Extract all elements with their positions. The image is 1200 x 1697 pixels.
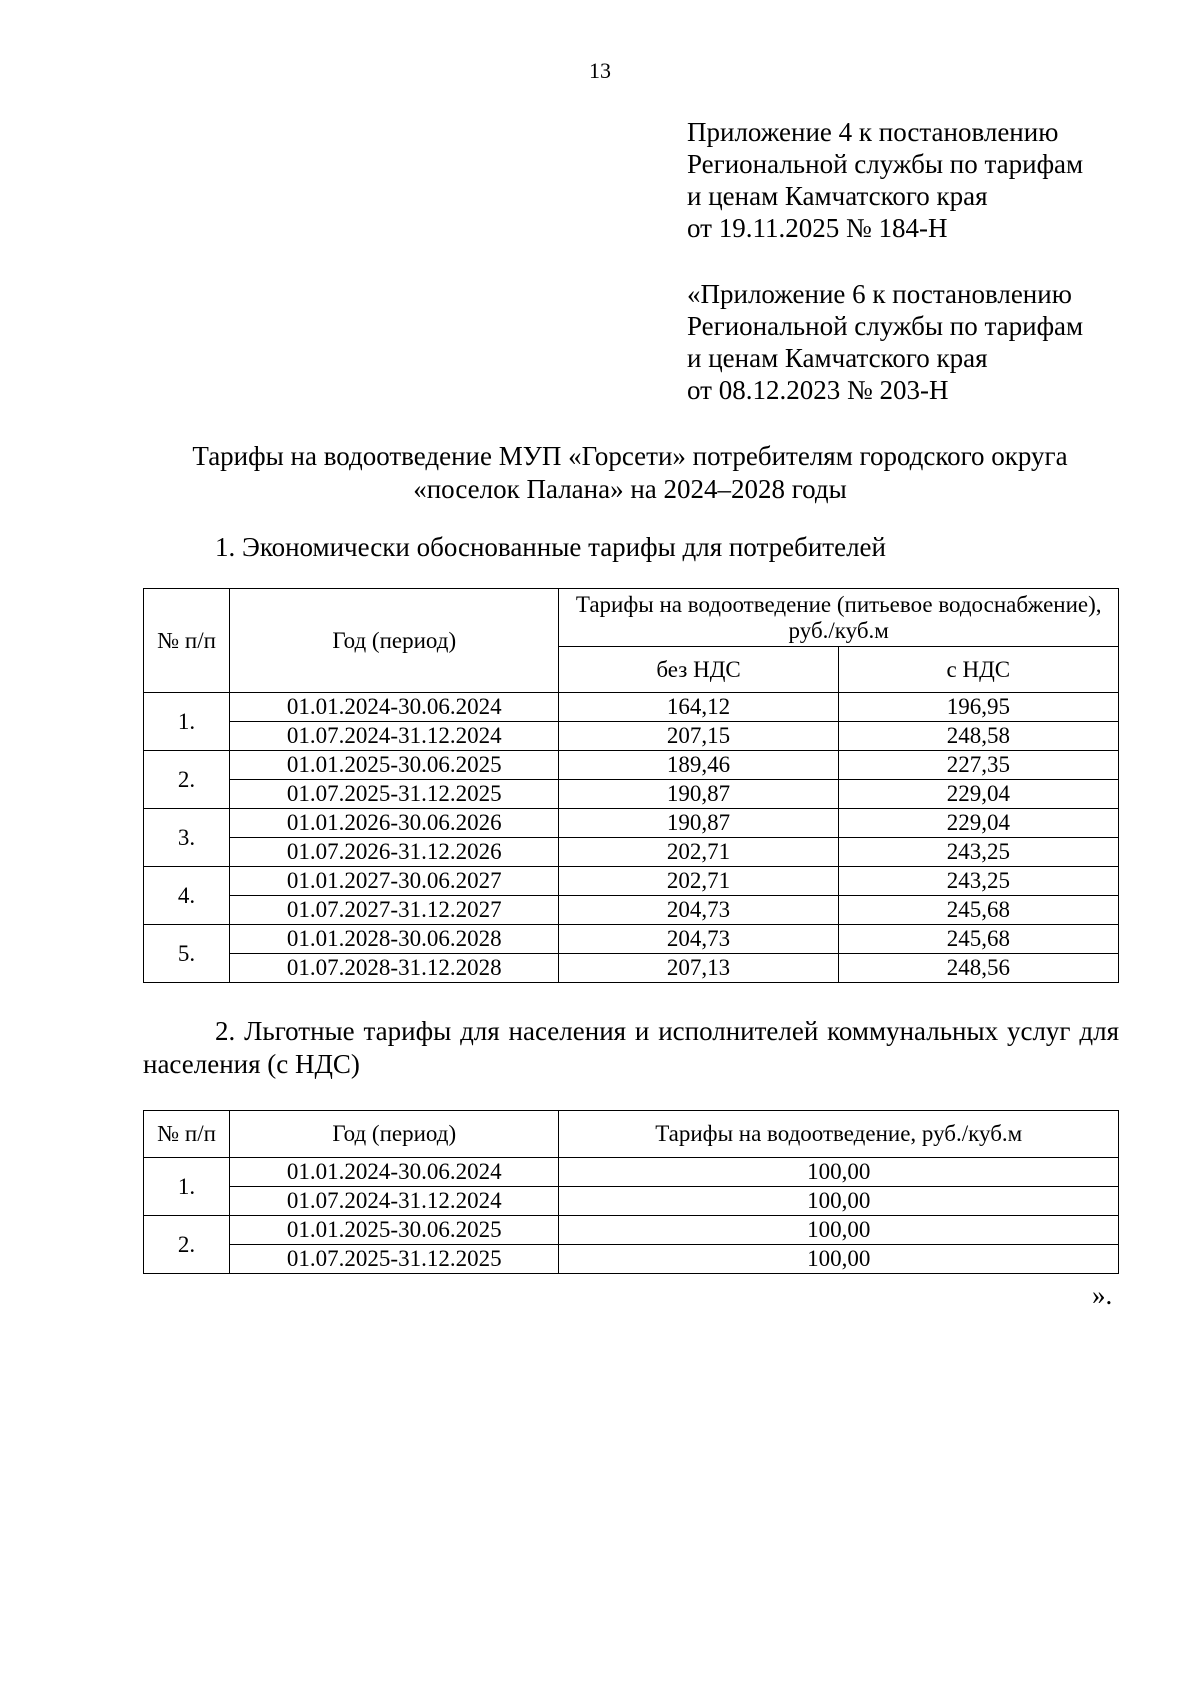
header-number: № п/п <box>144 589 230 693</box>
appendix-line: Региональной службы по тарифам <box>687 149 1084 179</box>
tariff-with-vat: 229,04 <box>838 780 1118 809</box>
table-row <box>144 925 1119 954</box>
appendix-line: и ценам Камчатского края <box>687 181 988 211</box>
appendix-reference-current <box>687 116 1083 244</box>
preferential-tariffs-table <box>143 1110 1119 1274</box>
tariff-with-vat: 196,95 <box>838 693 1118 722</box>
tariff-with-vat: 245,68 <box>838 896 1118 925</box>
row-number: 2. <box>144 1216 230 1274</box>
row-number: 3. <box>144 809 230 867</box>
period-cell: 01.01.2024-30.06.2024 <box>230 1158 559 1187</box>
appendix-line: Приложение 4 к постановлению <box>687 117 1059 147</box>
period-cell: 01.01.2024-30.06.2024 <box>230 693 559 722</box>
table-row <box>144 838 1119 867</box>
row-number: 5. <box>144 925 230 983</box>
period-cell: 01.07.2027-31.12.2027 <box>230 896 559 925</box>
document-title-line: «поселок Палана» на 2024–2028 годы <box>413 474 847 504</box>
tariff-without-vat: 204,73 <box>559 896 838 925</box>
period-cell: 01.01.2025-30.06.2025 <box>230 751 559 780</box>
tariff-with-vat: 248,58 <box>838 722 1118 751</box>
tariff-without-vat: 204,73 <box>559 925 838 954</box>
appendix-line: от 19.11.2025 № 184-Н <box>687 213 948 243</box>
appendix-line: Региональной службы по тарифам <box>687 311 1084 341</box>
table-row <box>144 751 1119 780</box>
page-number: 13 <box>589 58 611 83</box>
row-number: 1. <box>144 1158 230 1216</box>
header-number: № п/п <box>144 1111 230 1158</box>
tariff-cell: 100,00 <box>559 1216 1119 1245</box>
table-row <box>144 1158 1119 1187</box>
tariff-with-vat: 243,25 <box>838 867 1118 896</box>
economic-tariffs-table <box>143 588 1119 983</box>
tariff-cell: 100,00 <box>559 1158 1119 1187</box>
tariff-with-vat: 243,25 <box>838 838 1118 867</box>
table-row <box>144 954 1119 983</box>
table-row <box>144 1187 1119 1216</box>
table-row <box>144 1245 1119 1274</box>
period-cell: 01.07.2026-31.12.2026 <box>230 838 559 867</box>
header-period: Год (период) <box>230 589 559 693</box>
tariff-without-vat: 202,71 <box>559 867 838 896</box>
tariff-with-vat: 248,56 <box>838 954 1118 983</box>
tariff-without-vat: 190,87 <box>559 780 838 809</box>
tariff-cell: 100,00 <box>559 1187 1119 1216</box>
period-cell: 01.07.2028-31.12.2028 <box>230 954 559 983</box>
table-row <box>144 896 1119 925</box>
period-cell: 01.07.2024-31.12.2024 <box>230 722 559 751</box>
appendix-reference-amended <box>687 278 1083 406</box>
period-cell: 01.01.2027-30.06.2027 <box>230 867 559 896</box>
table-row <box>144 867 1119 896</box>
period-cell: 01.01.2028-30.06.2028 <box>230 925 559 954</box>
appendix-line: «Приложение 6 к постановлению <box>687 279 1072 309</box>
header-with-vat: с НДС <box>838 647 1118 693</box>
tariff-without-vat: 207,15 <box>559 722 838 751</box>
section-1-heading: 1. Экономически обоснованные тарифы для потребителей <box>215 532 886 562</box>
appendix-line: от 08.12.2023 № 203-Н <box>687 375 949 405</box>
tariff-with-vat: 227,35 <box>838 751 1118 780</box>
tariff-with-vat: 229,04 <box>838 809 1118 838</box>
table-row <box>144 693 1119 722</box>
tariff-without-vat: 164,12 <box>559 693 838 722</box>
section-2-heading: 2. Льготные тарифы для населения и исполнителей коммунальных услуг для населения (с НДС) <box>143 1016 1119 1079</box>
header-period: Год (период) <box>230 1111 559 1158</box>
period-cell: 01.07.2025-31.12.2025 <box>230 780 559 809</box>
period-cell: 01.01.2026-30.06.2026 <box>230 809 559 838</box>
row-number: 4. <box>144 867 230 925</box>
header-tariff: Тарифы на водоотведение, руб./куб.м <box>559 1111 1119 1158</box>
row-number: 1. <box>144 693 230 751</box>
period-cell: 01.07.2024-31.12.2024 <box>230 1187 559 1216</box>
period-cell: 01.01.2025-30.06.2025 <box>230 1216 559 1245</box>
row-number: 2. <box>144 751 230 809</box>
document-title-line: Тарифы на водоотведение МУП «Горсети» потребителям городского округа <box>192 441 1068 471</box>
table-row <box>144 722 1119 751</box>
table-row <box>144 809 1119 838</box>
table-row <box>144 1216 1119 1245</box>
header-tariff-group: Тарифы на водоотведение (питьевое водоснабжение), руб./куб.м <box>559 589 1119 647</box>
tariff-cell: 100,00 <box>559 1245 1119 1274</box>
tariff-with-vat: 245,68 <box>838 925 1118 954</box>
table-row <box>144 780 1119 809</box>
header-without-vat: без НДС <box>559 647 838 693</box>
document-title <box>140 440 1120 506</box>
closing-quote-mark: ». <box>1092 1280 1113 1310</box>
period-cell: 01.07.2025-31.12.2025 <box>230 1245 559 1274</box>
tariff-without-vat: 202,71 <box>559 838 838 867</box>
tariff-without-vat: 189,46 <box>559 751 838 780</box>
tariff-without-vat: 207,13 <box>559 954 838 983</box>
appendix-line: и ценам Камчатского края <box>687 343 988 373</box>
tariff-without-vat: 190,87 <box>559 809 838 838</box>
